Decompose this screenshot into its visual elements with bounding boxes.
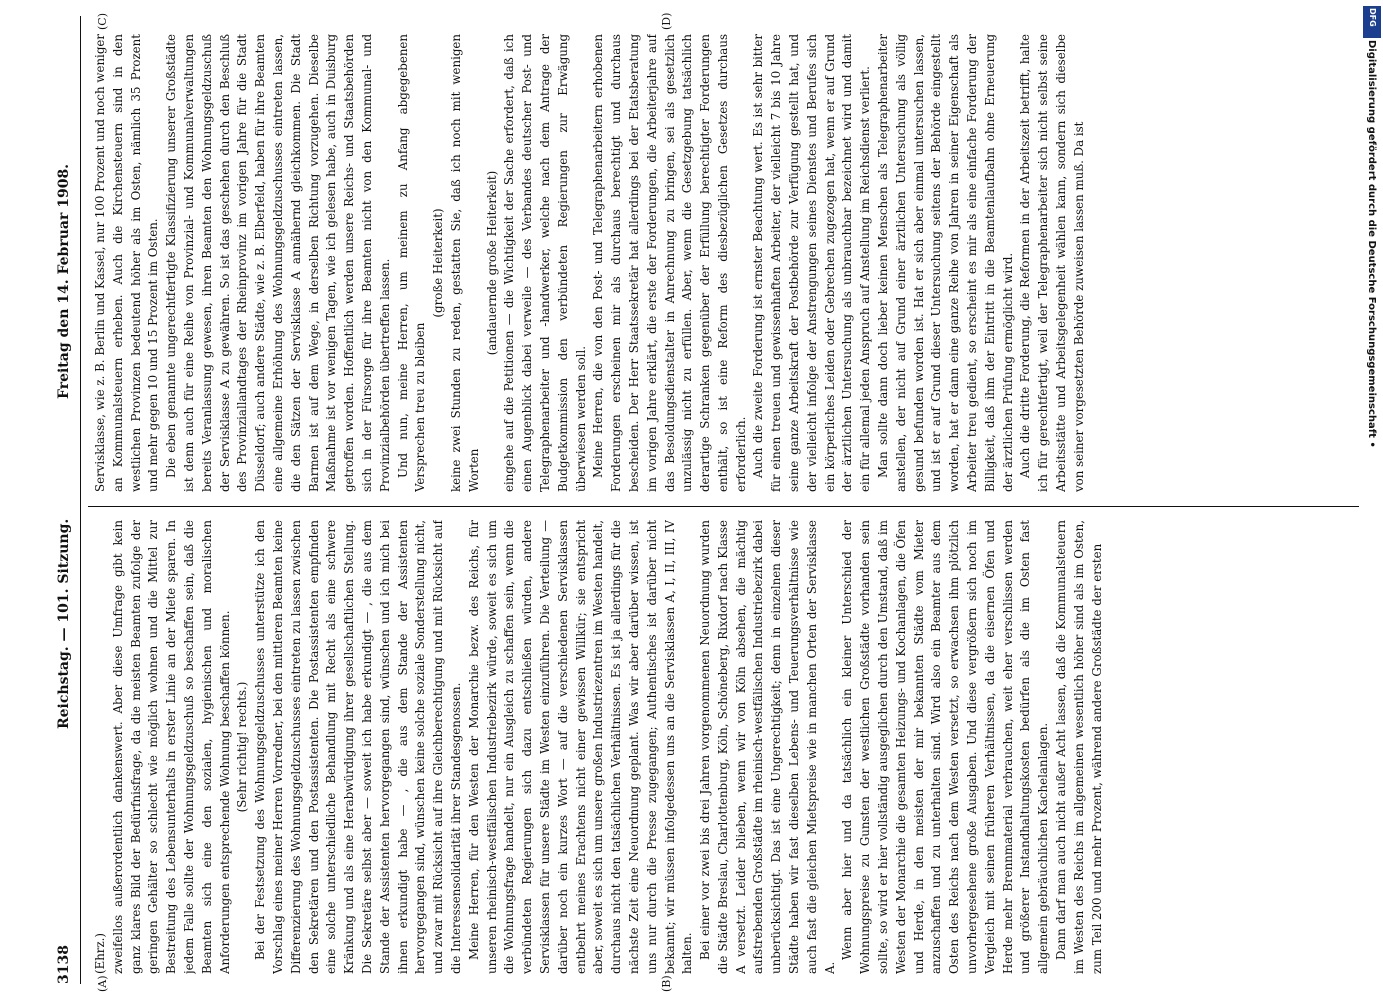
header-rule xyxy=(80,16,81,984)
right-column xyxy=(92,34,1359,492)
paragraph: Wenn aber hier und da tatsächlich ein kleiner Unterschied der Wohnungspreise zu Gunsten der westlichen Großstädte vorhanden sein sollte, so wird er hier vollständig ausgeglichen durch den Umstand, daß im Westen der Monarchie die gesamten Heizungs- und Kochanlagen, die Öfen und Herde, in den meisten der mir bekannten Städte vom Mieter anzuschaffen und zu unterhalten sind. Wird also ein Beamter aus dem Osten des Reichs nach dem Westen versetzt, so erwachsen ihm plötzlich unvorhergesehene große Ausgaben. Und diese vergrößern sich noch im Vergleich mit seinen früheren Verhältnissen, da die eisernen Öfen und Herde mehr Brennmaterial verbrauchen, weit eher verschlissen werden und größerer Instandhaltungskosten bedürfen als die im Osten fast allgemein gebräuchlichen Kachelanlagen. xyxy=(840,520,1051,974)
page-header xyxy=(52,16,80,984)
paragraph: keine zwei Stunden zu reden, gestatten Sie, daß ich noch mit wenigen Worten xyxy=(448,34,481,492)
session-date: Freitag den 14. Februar 1908. xyxy=(56,163,72,399)
paragraph: Bei einer vor zwei bis drei Jahren vorgenommenen Neuordnung wurden die Städte Breslau, Charlottenburg, Köln, Schöneberg, Rixdorf nach Klasse A versetzt. Leider blieben, wenn wir von Köln absehen, die mächtig aufstrebenden Großstädte im rheinisch-westfälischen Industriebezirk dabei unberücksichtigt. Das ist eine Ungerechtigkeit; denn in einzelnen dieser Städte haben wir fast dieselben Lebens- und Teuerungsverhältnisse wie auch fast die gleichen Mietspreise wie in manchen Orten der Servisklasse A. xyxy=(698,520,837,974)
margin-mark-a: (A) xyxy=(96,975,109,992)
paragraph: eingehe auf die Petitionen — die Wichtigkeit der Sache erfordert, daß ich einen Augenblick dabei verweile — des Verbandes deutscher Post- und Telegraphenarbeiter und -handwerker, welche nach dem Antrage der Budgetkommission den verbündeten Regierungen zur Erwägung überwiesen werden soll. xyxy=(502,34,588,492)
column-divider xyxy=(88,506,1359,507)
dfg-logo-text: DFG xyxy=(1368,8,1377,27)
margin-mark-c: (C) xyxy=(96,13,109,30)
paragraph: zweifellos außerordentlich dankenswert. Aber diese Umfrage gibt kein ganz klares Bild der Bedürfnisfrage, da die meisten Beamten zufolge der geringen Gehälter so schlecht wie möglich wohnen und die Mittel zur Bestreitung des Lebensunterhalts in erster Linie an der Miete sparen. In jedem Falle sollte der Wohnungsgeldzuschuß so beschaffen sein, daß die Beamten sich eine den sozialen, hygienischen und moralischen Anforderungen entsprechende Wohnung beschaffen können. xyxy=(110,520,232,974)
paragraph: Auch die dritte Forderung, die Reformen in der Arbeitszeit betrifft, halte ich für gerechtfertigt, weil der Telegraphenarbeiter sich nicht selbst seine Arbeitsstätte und Arbeitsgelegenheit wählen kann, sondern sich dieselbe von seiner vorgesetzten Behörde zuweisen lassen muß. Da ist xyxy=(1018,34,1086,492)
paragraph: Und nun, meine Herren, um meinem zu Anfang abgegebenen Versprechen treu zu bleiben xyxy=(395,34,428,492)
interjection: (große Heiterkeit) xyxy=(431,208,446,318)
digitization-credit xyxy=(1363,40,1379,1000)
paragraph: Meine Herren, die von den Post- und Telegraphenarbeitern erhobenen Forderungen erscheinen mir als durchaus berechtigt und durchaus bescheiden. Der Herr Staatssekretär hat allerdings bei der Etatsberatung im vorigen Jahre erklärt, die erste der Forderungen, die Arbeiterjahre auf das Besoldungsdienstalter in Anrechnung zu bringen, sei als gesetzlich unzulässig nicht zu erfüllen. Aber, wenn die Gesetzgebung tatsächlich derartige Schranken gegenüber der Erfüllung berechtigter Forderungen enthält, so ist eine Reform des diesbezüglichen Gesetzes durchaus erforderlich. xyxy=(591,34,748,492)
paragraph: Die eben genannte ungerechtfertigte Klassifizierung unserer Großstädte ist denn auch für eine Reihe von Provinzial- und Kommunalverwaltungen bereits Veranlassung gewesen, ihren Beamten den Wohnungsgeldzuschuß der Servisklasse A zu gewähren. So ist das geschehen durch den Beschluß des Provinziallandtages der Rheinprovinz im vorigen Jahre für die Stadt Düsseldorf; auch andere Städte, wie z. B. Elberfeld, haben für ihre Beamten eine allgemeine Erhöhung des Wohnungsgeldzuschusses eintreten lassen, die den Sätzen der Servisklasse A annähernd gleichkommen. Die Stadt Barmen ist auf dem Wege, in derselben Richtung vorzugehen. Dieselbe Maßnahme ist vor wenigen Tagen, wie ich gelesen habe, auch in Duisburg getroffen worden. Hoffentlich werden unsere Reichs- und Staatsbehörden sich in der Fürsorge für ihre Beamten nicht von den Kommunal- und Provinzialbehörden übertreffen lassen. xyxy=(164,34,392,492)
credit-text: Digitalisierung gefördert durch die Deutsche Forschungsgemeinschaft • xyxy=(1366,40,1377,448)
interjection: (Sehr richtig! rechts.) xyxy=(235,681,250,813)
paragraph: Servisklasse, wie z. B. Berlin und Kassel, nur 100 Prozent und noch weniger an Kommunalsteuern erheben. Auch die Kirchensteuern sind in den westlichen Provinzen bedeutend höher als im Osten, nämlich 35 Prozent und mehr gegen 10 und 15 Prozent im Osten. xyxy=(93,34,161,492)
interjection: (andauernde große Heiterkeit) xyxy=(484,170,499,356)
dfg-logo xyxy=(1363,6,1381,38)
margin-mark-b: (B) xyxy=(660,975,673,992)
paragraph: Dann darf man auch nicht außer Acht lassen, daß die Kommunalsteuern im Westen des Reichs im allgemeinen wesentlich höher sind als im Osten, zum Teil 200 und mehr Prozent, während andere Großstädte der ersten xyxy=(1054,520,1104,974)
paragraph: (Ehrz.) xyxy=(93,932,107,974)
paragraph: Man sollte dann doch lieber keinen Menschen als Telegraphenarbeiter anstellen, der nicht auf Grund einer ärztlichen Untersuchung als völlig gesund befunden worden ist. Hat er sich aber einmal untersuchen lassen, und ist er auf Grund dieser Untersuchung seitens der Behörde eingestellt worden, hat er dann eine ganze Reihe von Jahren in seiner Eigenschaft als Arbeiter treu gedient, so erscheint es mir als eine einfache Forderung der Billigkeit, daß ihm der Eintritt in die Beamtenlaufbahn ohne Erneuerung der ärztlichen Prüfung ermöglicht wird. xyxy=(876,34,1015,492)
margin-mark-d: (D) xyxy=(660,12,673,30)
session-title: Reichstag. — 101. Sitzung. xyxy=(56,518,72,729)
paragraph: Bei der Festsetzung des Wohnungsgeldzuschusses unterstütze ich den Vorschlag eines meiner Herren Vorredner, bei den mittleren Beamten keine Differenzierung des Wohnungsgeldzuschusses eintreten zu lassen zwischen den Sekretären und den Postassistenten. Die Postassistenten empfinden eine solche unterschiedliche Behandlung mit Recht als eine schwere Kränkung und als eine Herabwürdigung ihrer gesellschaftlichen Stellung. Die Sekretäre selbst aber — soweit ich habe erkundigt — , die aus dem Stande der Assistenten hervorgegangen sind, wünschen und ich mich bei ihnen erkundigt habe — , die aus dem Stande der Assistenten hervorgegangen sind, wünschen keine solche soziale Sonderstellung nicht, und zwar mit Rücksicht auf ihre Gleichberechtigung und mit Rücksicht auf die Interessensolidarität ihrer Standesgenossen. xyxy=(253,520,463,974)
page-number: 3138 xyxy=(56,945,72,984)
left-column xyxy=(92,520,1359,974)
paragraph: Meine Herren, für den Westen der Monarchie bezw. des Reichs, für unseren rheinisch-westfälischen Industriebezirk würde, soweit es sich um die Wohnungsfrage handelt, nur ein Ausgleich zu schaffen sein, wenn die verbündeten Regierungen sich dazu entschließen würden, andere Servisklassen für unsere Städte im Westen einzuführen. Die Verteilung — darüber noch ein kurzes Wort — auf die verschiedenen Servisklassen entbehrt meines Erachtens nicht einer gewissen Willkür; sie entspricht aber, soweit es sich um unsere großen Industriezentren im Westen handelt, durchaus nicht den tatsächlichen Verhältnissen. Es ist ja allerdings für die nächste Zeit eine Neuordnung geplant. Was wir aber darüber wissen, ist uns nur durch die Presse zugegangen; Authentisches ist darüber nicht bekannt; wir müssen infolgedessen uns an die Servisklassen A, I, II, III, IV halten. xyxy=(466,520,695,974)
paragraph: Auch die zweite Forderung ist ernster Beachtung wert. Es ist sehr bitter für einen treuen und gewissenhaften Arbeiter, der vielleicht 7 bis 10 Jahre seine ganze Arbeitskraft der Postbehörde zur Verfügung gestellt hat, und der vielleicht infolge der Anstrengungen seines Dienstes und Berufes sich ein körperliches Leiden oder Gebrechen zugezogen hat, wenn er auf Grund der ärztlichen Untersuchung als unbrauchbar bezeichnet wird und damit ein für allemal jeden Anspruch auf Anstellung im Reichsdienst verliert. xyxy=(751,34,873,492)
